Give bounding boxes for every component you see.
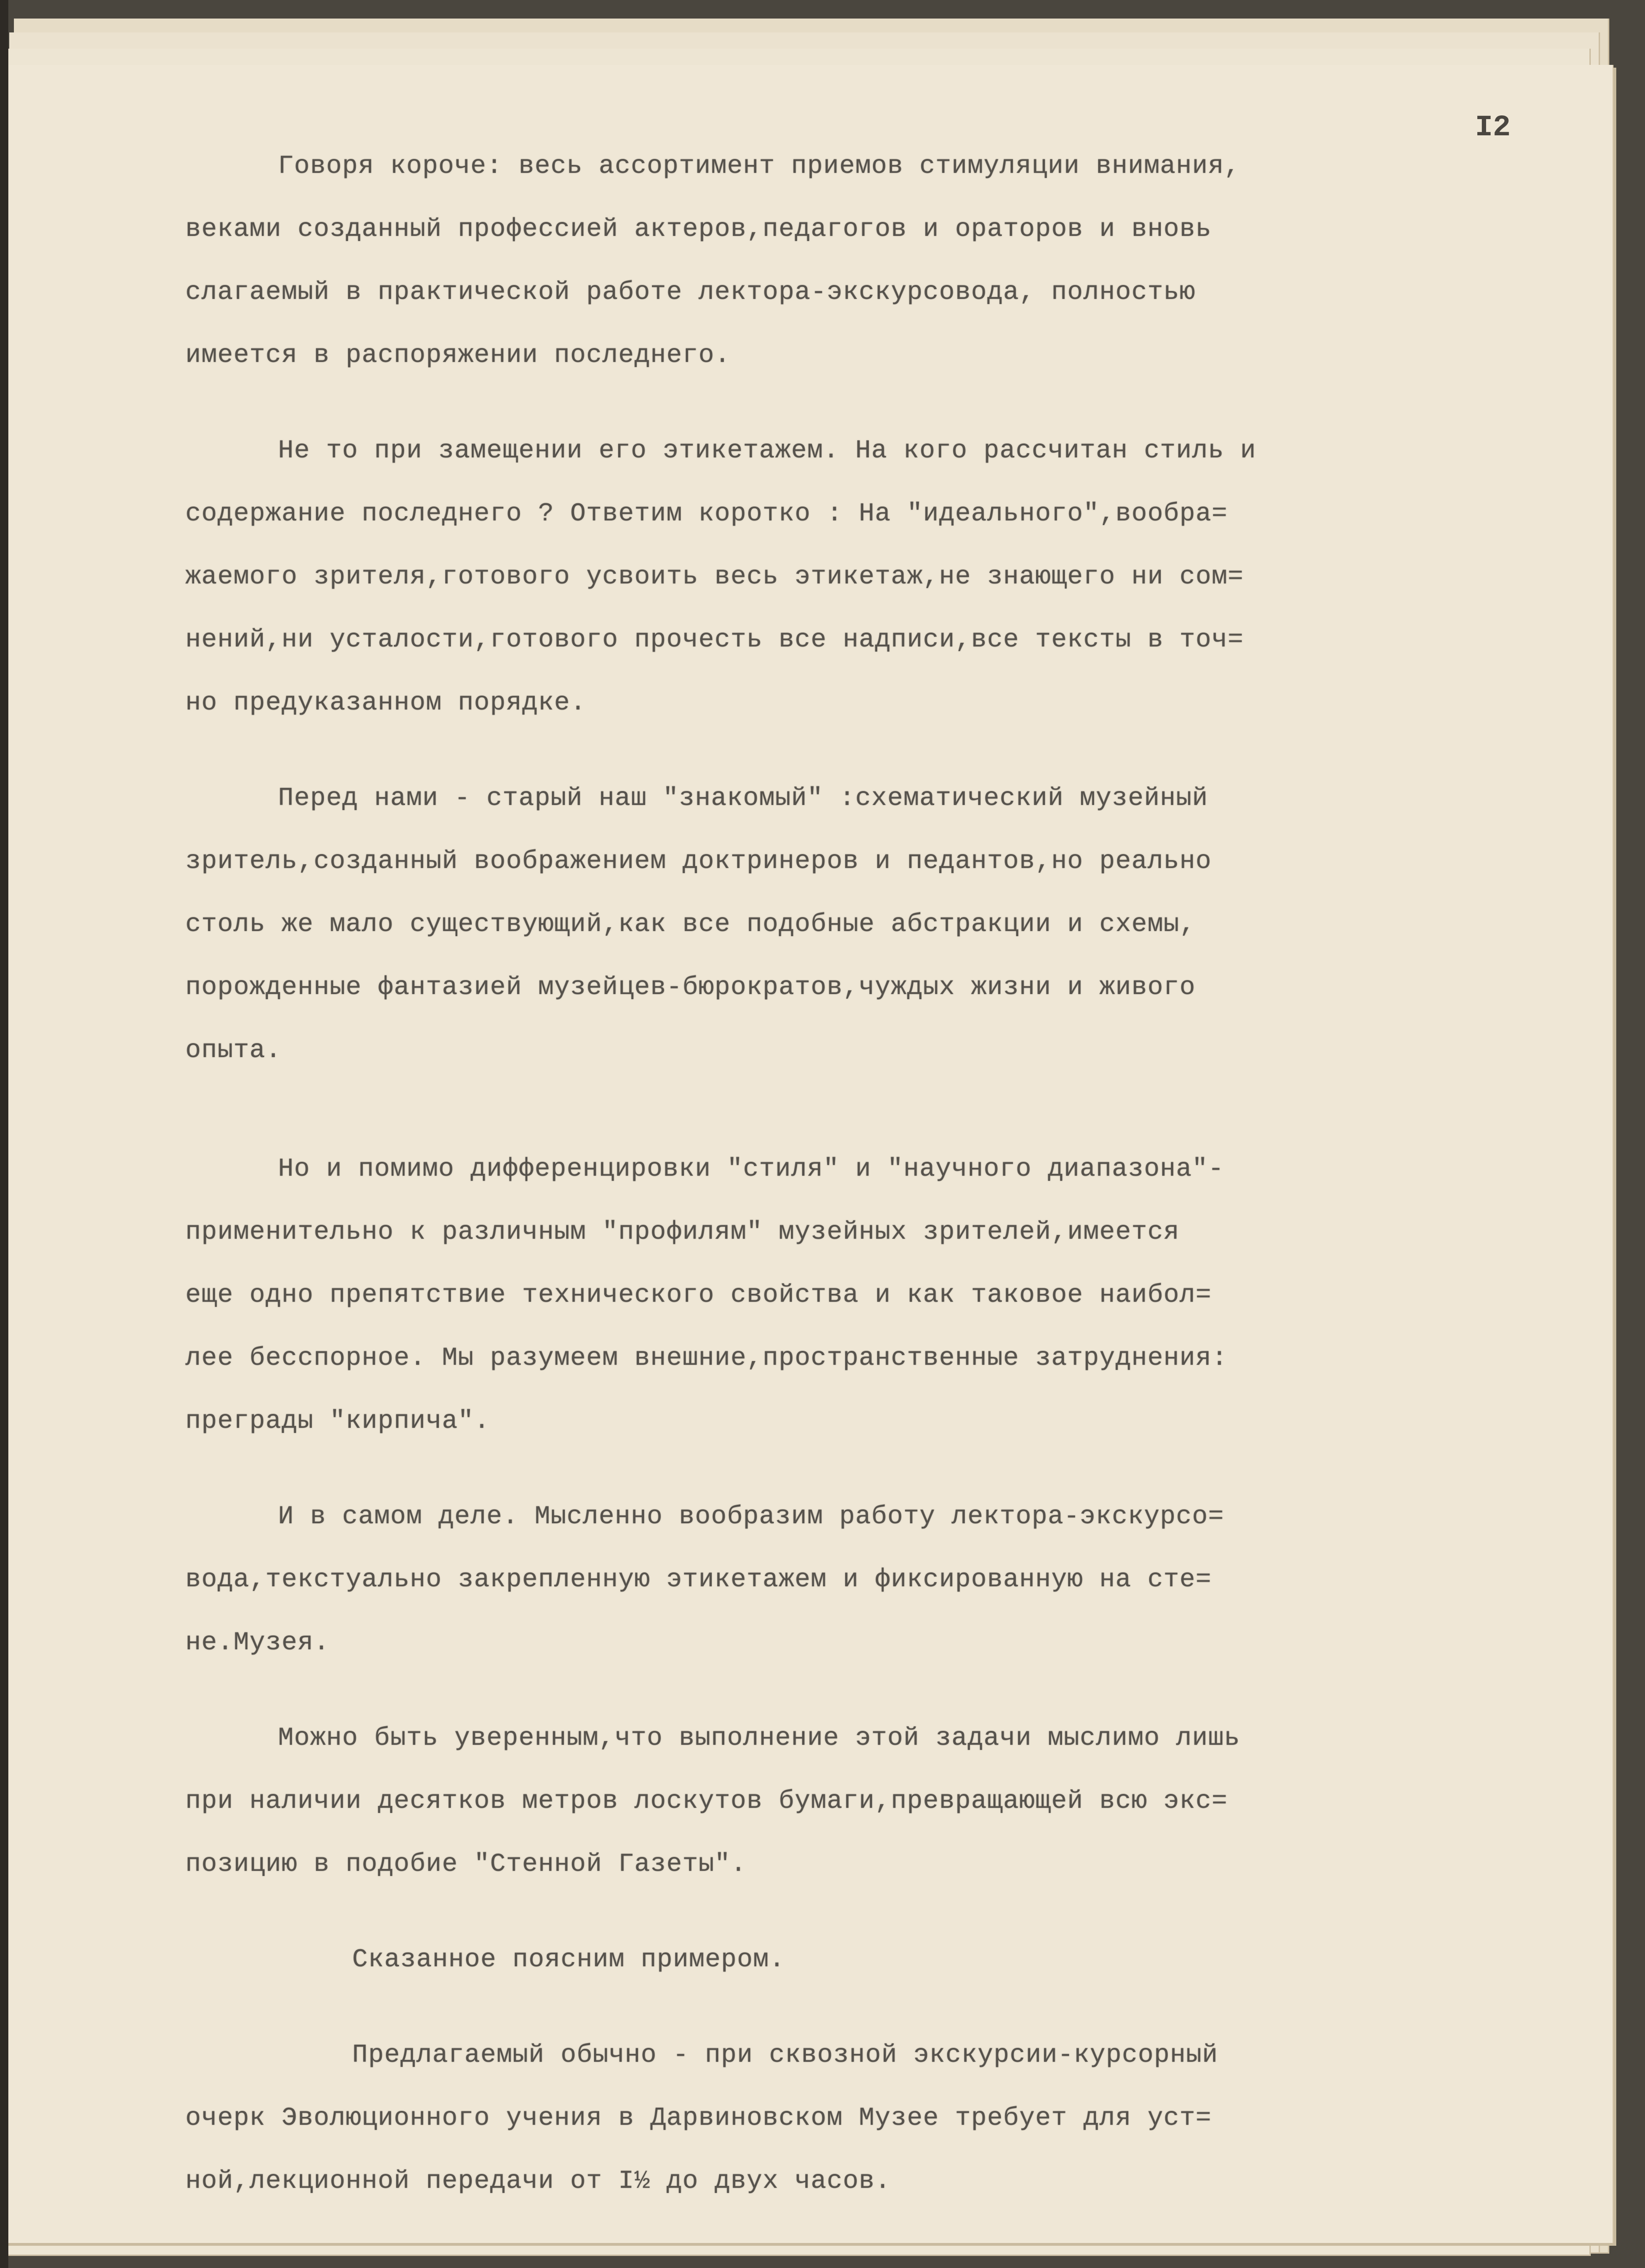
text-line: содержание последнего ? Ответим коротко : На "идеального",вообра=	[185, 499, 1228, 528]
text-line: И в самом деле. Мысленно вообразим работу лектора-экскурсо=	[278, 1501, 1224, 1531]
text-line: порожденные фантазией музейцев-бюрократов,чуждых жизни и живого	[185, 972, 1196, 1002]
text-line: очерк Эволюционного учения в Дарвиновском Музее требует для уст=	[185, 2103, 1212, 2133]
text-line: еще одно препятствие технического свойства и как таковое наибол=	[185, 1280, 1212, 1310]
paragraph-gap	[185, 1082, 1538, 1137]
text-line: лее бесспорное. Мы разумеем внешние,пространственные затруднения:	[185, 1343, 1228, 1373]
text-line: преграды "кирпича".	[185, 1406, 490, 1436]
paragraph	[185, 419, 1538, 734]
text-line: жаемого зрителя,готового усвоить весь этикетаж,не знающего ни сом=	[185, 562, 1244, 591]
text-line: Сказанное поясним примером.	[352, 1945, 785, 1974]
paragraph	[185, 1928, 1538, 1991]
paragraph-gap	[185, 1895, 1538, 1928]
text-line: Не то при замещении его этикетажем. На кого рассчитан стиль и	[278, 436, 1256, 465]
text-line: Перед нами - старый наш "знакомый" :схематический музейный	[278, 783, 1208, 813]
text-line: при наличии десятков метров лоскутов бумаги,превращающей всю экс=	[185, 1786, 1228, 1816]
paragraph-gap	[185, 1674, 1538, 1706]
text-line: ной,лекционной передачи от I½ до двух часов.	[185, 2166, 891, 2196]
text-line: имеется в распоряжении последнего.	[185, 340, 731, 370]
text-line: зритель,созданный воображением доктринеров и педантов,но реально	[185, 846, 1212, 876]
text-line: Говоря короче: весь ассортимент приемов стимуляции внимания,	[278, 151, 1240, 181]
scan-left-edge	[0, 0, 8, 2268]
paragraph	[185, 134, 1538, 386]
paragraph	[185, 1485, 1538, 1674]
text-line: Но и помимо дифференцировки "стиля" и "научного диапазона"-	[278, 1154, 1224, 1184]
paragraph-gap	[185, 1991, 1538, 2023]
paragraph-gap	[185, 734, 1538, 767]
paragraph	[185, 1137, 1538, 1452]
page-body	[185, 134, 1538, 2212]
text-line: не.Музея.	[185, 1628, 330, 1657]
text-line: но предуказанном порядке.	[185, 688, 587, 717]
text-line: нений,ни усталости,готового прочесть все надписи,все тексты в точ=	[185, 625, 1244, 654]
text-line: Можно быть уверенным,что выполнение этой задачи мыслимо лишь	[278, 1723, 1240, 1753]
text-line: опыта.	[185, 1035, 282, 1065]
text-line: позицию в подобие "Стенной Газеты".	[185, 1849, 747, 1879]
paragraph-gap	[185, 386, 1538, 419]
text-line: применительно к различным "профилям" музейных зрителей,имеется	[185, 1217, 1180, 1247]
text-line: Предлагаемый обычно - при сквозной экскурсии-курсорный	[352, 2040, 1218, 2070]
paragraph	[185, 1706, 1538, 1895]
text-line: слагаемый в практической работе лектора-экскурсовода, полностью	[185, 277, 1196, 307]
paragraph-gap	[185, 1452, 1538, 1485]
paragraph	[185, 767, 1538, 1082]
paragraph	[185, 2023, 1538, 2212]
page-number: I2	[1475, 111, 1511, 145]
text-line: веками созданный профессией актеров,педагогов и ораторов и вновь	[185, 214, 1212, 244]
text-line: столь же мало существующий,как все подобные абстракции и схемы,	[185, 909, 1196, 939]
text-line: вода,текстуально закрепленную этикетажем и фиксированную на сте=	[185, 1565, 1212, 1594]
